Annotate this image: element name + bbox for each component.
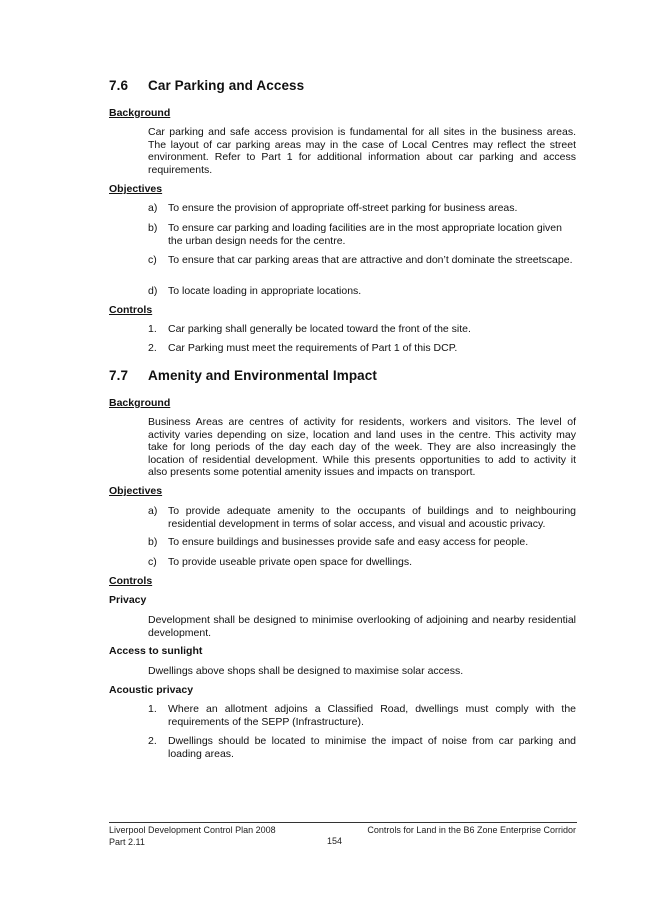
section-title: Amenity and Environmental Impact	[148, 368, 377, 383]
list-text: To provide useable private open space for dwellings.	[168, 556, 412, 568]
privacy-heading: Privacy	[109, 594, 147, 606]
background-heading: Background	[109, 107, 171, 119]
background-paragraph: Car parking and safe access provision is fundamental for all sites in the business areas. The layout of car parking areas may in the case of Local Centres may reflect the street environment. Refer to Part 1 for additional information about car parking and access requirements.	[148, 126, 576, 176]
list-text: Car Parking must meet the requirements of Part 1 of this DCP.	[168, 342, 458, 354]
list-marker: a)	[148, 505, 158, 517]
list-marker: 2.	[148, 342, 157, 354]
list-text: To ensure car parking and loading facilities are in the most appropriate location given the urban design needs for the centre.	[168, 222, 562, 247]
list-item	[148, 254, 576, 267]
list-text: Dwellings should be located to minimise the impact of noise from car parking and loading areas.	[168, 735, 576, 760]
footer-chapter-title: Controls for Land in the B6 Zone Enterprise Corridor	[367, 825, 576, 835]
sunlight-paragraph: Dwellings above shops shall be designed to maximise solar access.	[148, 665, 464, 677]
sunlight-heading: Access to sunlight	[109, 645, 203, 657]
list-item	[148, 703, 576, 728]
list-item	[148, 536, 576, 549]
list-item	[148, 202, 576, 215]
background-heading: Background	[109, 397, 171, 409]
list-marker: a)	[148, 202, 158, 214]
footer-part: Part 2.11	[109, 837, 145, 847]
list-text: To ensure buildings and businesses provide safe and easy access for people.	[168, 536, 529, 548]
list-marker: c)	[148, 556, 157, 568]
list-text: Where an allotment adjoins a Classified Road, dwellings must comply with the requirements of the SEPP (Infrastructure).	[168, 703, 576, 728]
list-item	[148, 323, 576, 336]
objectives-heading: Objectives	[109, 183, 163, 195]
list-marker: 1.	[148, 323, 157, 335]
footer-rule	[109, 822, 577, 823]
controls-heading: Controls	[109, 575, 153, 587]
list-item	[148, 222, 576, 247]
list-marker: 2.	[148, 735, 157, 747]
list-text: To ensure the provision of appropriate off-street parking for business areas.	[168, 202, 518, 214]
list-item	[148, 285, 576, 298]
acoustic-heading: Acoustic privacy	[109, 684, 194, 696]
list-marker: 1.	[148, 703, 157, 715]
list-text: Car parking shall generally be located toward the front of the site.	[168, 323, 471, 335]
section-title: Car Parking and Access	[148, 78, 305, 93]
footer-document-title: Liverpool Development Control Plan 2008	[109, 825, 276, 835]
list-item	[148, 735, 576, 760]
list-marker: b)	[148, 536, 158, 548]
list-text: To ensure that car parking areas that are attractive and don’t dominate the streetscape.	[168, 254, 573, 266]
section-number: 7.7	[109, 368, 129, 383]
list-item	[148, 342, 576, 355]
objectives-heading: Objectives	[109, 485, 163, 497]
list-marker: d)	[148, 285, 158, 297]
section-heading-7-6	[109, 78, 304, 93]
list-marker: c)	[148, 254, 157, 266]
background-paragraph: Business Areas are centres of activity for residents, workers and visitors. The level of activity varies depending on size, location and land uses in the centre. This activity may take for long periods of the day each day of the week. They are also increasingly the location of residential development. While this presents opportunities to add to activity it also presents some potential amenity issues and impacts on transport.	[148, 416, 576, 479]
list-item	[148, 505, 576, 530]
section-number: 7.6	[109, 78, 129, 93]
privacy-paragraph: Development shall be designed to minimise overlooking of adjoining and nearby residential development.	[148, 614, 576, 639]
list-text: To provide adequate amenity to the occupants of buildings and to neighbouring residential development in terms of solar access, and visual and acoustic privacy.	[168, 505, 576, 530]
controls-heading: Controls	[109, 304, 153, 316]
list-item	[148, 556, 576, 569]
section-heading-7-7	[109, 368, 377, 383]
list-marker: b)	[148, 222, 158, 234]
list-text: To locate loading in appropriate locations.	[168, 285, 362, 297]
page-number: 154	[327, 836, 343, 846]
